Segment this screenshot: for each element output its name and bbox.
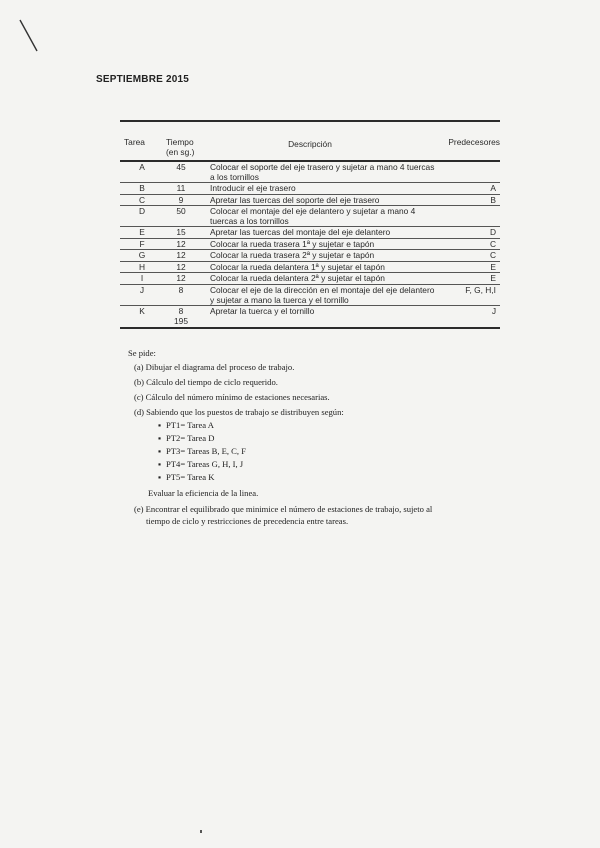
table-row bbox=[120, 206, 500, 226]
cell-task: I bbox=[140, 273, 144, 283]
question-e: (e) Encontrar el equilibrado que minimice el número de estaciones de trabajo, sujeto al tiempo de ciclo y restricciones de precedencia entre tareas. bbox=[134, 504, 433, 526]
cell-time: 15 bbox=[176, 227, 186, 237]
cell-time: 12 bbox=[176, 250, 186, 260]
table-header bbox=[120, 122, 500, 160]
cell-pred: C bbox=[489, 238, 496, 249]
cell-time: 9 bbox=[178, 194, 184, 205]
cell-pred: B bbox=[490, 194, 496, 205]
question-c: (c) Cálculo del número mínimo de estaciones necesarias. bbox=[134, 392, 330, 402]
workstation-pt3: ▪ PT3= Tareas B, E, C, F bbox=[158, 446, 246, 456]
cell-description: Colocar la rueda trasera 2ª y sujetar e tapón bbox=[210, 250, 375, 260]
exam-date: SEPTIEMBRE 2015 bbox=[96, 74, 190, 85]
cell-pred: J bbox=[491, 305, 496, 316]
cell-task: A bbox=[139, 162, 145, 172]
table-row bbox=[120, 285, 500, 305]
cell-description: Introducir el eje trasero bbox=[210, 183, 296, 193]
table-row bbox=[120, 239, 500, 250]
bullet-icon: ▪ bbox=[158, 420, 162, 430]
cell-task: J bbox=[139, 284, 145, 295]
cell-pred: E bbox=[490, 273, 496, 283]
header-description: Descripción bbox=[288, 139, 332, 149]
workstation-pt1: ▪ PT1= Tarea A bbox=[158, 420, 214, 430]
cell-pred: D bbox=[489, 227, 496, 237]
task-table bbox=[120, 120, 500, 329]
workstation-pt4: ▪ PT4= Tareas G, H, I, J bbox=[158, 459, 244, 469]
cell-time: 45 bbox=[176, 162, 186, 172]
cell-description: Apretar las tuercas del montaje del eje delantero bbox=[210, 227, 391, 237]
cell-pred: A bbox=[490, 183, 496, 193]
cell-pred: E bbox=[490, 261, 496, 272]
cell-description: Colocar la rueda delantera 1ª y sujetar el tapón bbox=[210, 261, 385, 272]
question-d: (d) Sabiendo que los puestos de trabajo se distribuyen según: bbox=[134, 407, 344, 417]
cell-task: G bbox=[138, 250, 146, 260]
header-task: Tarea bbox=[124, 137, 145, 147]
cell-pred: F, G, H,I bbox=[465, 284, 496, 295]
cell-time: 8 bbox=[178, 284, 184, 295]
table-row bbox=[120, 162, 500, 182]
cell-time: 50 bbox=[176, 206, 186, 216]
cell-description: Colocar la rueda trasera 1ª y sujetar e tapón bbox=[210, 238, 375, 249]
cell-task: K bbox=[139, 305, 145, 316]
cell-time: 12 bbox=[176, 238, 186, 249]
workstation-pt5: ▪ PT5= Tarea K bbox=[158, 472, 215, 482]
table-row bbox=[120, 227, 500, 238]
table-row bbox=[120, 250, 500, 261]
cell-task: C bbox=[138, 194, 146, 205]
cell-time: 8 bbox=[178, 305, 184, 316]
cell-description: Apretar la tuerca y el tornillo bbox=[210, 305, 315, 316]
bullet-icon: ▪ bbox=[158, 446, 162, 456]
cell-task: B bbox=[139, 183, 145, 193]
cell-time: 12 bbox=[176, 261, 186, 272]
cell-pred: C bbox=[489, 250, 496, 260]
table-row bbox=[120, 262, 500, 273]
scan-speck bbox=[200, 830, 202, 833]
total-time: 195 bbox=[174, 315, 188, 326]
workstation-pt2: ▪ PT2= Tarea D bbox=[158, 433, 215, 443]
question-d-eval: Evaluar la eficiencia de la linea. bbox=[148, 488, 259, 498]
cell-time: 11 bbox=[176, 183, 186, 193]
bullet-icon: ▪ bbox=[158, 433, 162, 443]
cell-description: Colocar el soporte del eje trasero y sujetar a mano 4 tuercas a los tornillos bbox=[210, 162, 435, 182]
cell-task: F bbox=[139, 238, 145, 249]
header-predecessors: Predecesores bbox=[448, 137, 500, 147]
cell-description: Colocar el eje de la dirección en el montaje del eje delantero y sujetar a mano la tuerca y el tornillo bbox=[210, 284, 435, 305]
cell-description: Apretar las tuercas del soporte del eje trasero bbox=[210, 194, 380, 205]
table-row bbox=[120, 195, 500, 206]
header-time: Tiempo (en sg.) bbox=[166, 137, 195, 157]
question-b: (b) Cálculo del tiempo de ciclo requerido. bbox=[134, 377, 278, 387]
table-row bbox=[120, 183, 500, 194]
cell-time: 12 bbox=[176, 273, 186, 283]
cell-description: Colocar el montaje del eje delantero y sujetar a mano 4 tuercas a los tornillos bbox=[210, 206, 416, 226]
cell-task: E bbox=[139, 227, 145, 237]
bullet-icon: ▪ bbox=[158, 459, 162, 469]
bullet-icon: ▪ bbox=[158, 472, 162, 482]
table-row bbox=[120, 306, 500, 340]
cell-task: H bbox=[138, 261, 146, 272]
table-row bbox=[120, 273, 500, 284]
cell-task: D bbox=[138, 206, 146, 216]
pen-stroke-mark bbox=[18, 18, 40, 54]
questions-intro: Se pide: bbox=[128, 348, 156, 358]
question-a: (a) Dibujar el diagrama del proceso de trabajo. bbox=[134, 362, 295, 372]
cell-description: Colocar la rueda delantera 2ª y sujetar el tapón bbox=[210, 273, 385, 283]
